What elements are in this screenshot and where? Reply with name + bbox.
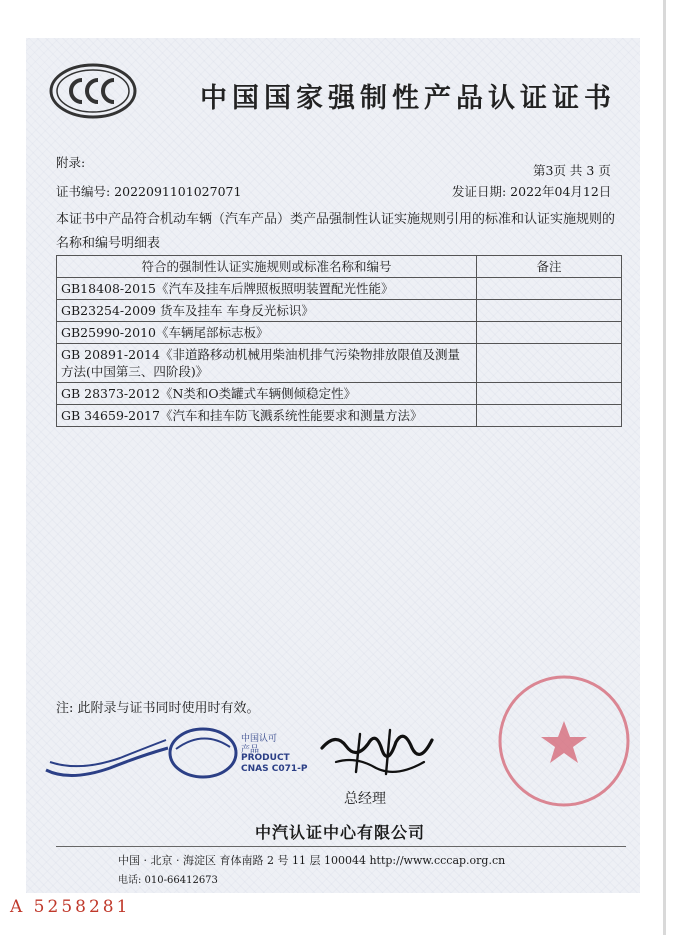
cnas-text-en-1: PRODUCT xyxy=(241,753,290,763)
standard-cell: GB25990-2010《车辆尾部标志板》 xyxy=(57,322,477,344)
page-info: 第3页 共 3 页 xyxy=(533,163,611,178)
standard-cell: GB18408-2015《汽车及挂车后牌照板照明装置配光性能》 xyxy=(57,278,477,300)
company-address: 中国 · 北京 · 海淀区 育体南路 2 号 11 层 100044 http://www.cccap.org.cn xyxy=(118,854,506,867)
validity-note: 注: 此附录与证书同时使用时有效。 xyxy=(56,701,260,716)
standard-cell: GB 28373-2012《N类和O类罐式车辆侧倾稳定性》 xyxy=(57,383,477,405)
standard-cell: GB23254-2009 货车及挂车 车身反光标识》 xyxy=(57,300,477,322)
company-name: 中汽认证中心有限公司 xyxy=(254,823,425,842)
table-row xyxy=(57,300,622,322)
cnas-text-cn-2: 产品 xyxy=(241,745,260,755)
page-edge xyxy=(663,0,666,935)
company-seal xyxy=(494,671,634,811)
signature xyxy=(316,722,436,784)
general-manager-label: 总经理 xyxy=(344,791,386,807)
remark-cell xyxy=(477,322,622,344)
remark-cell xyxy=(477,383,622,405)
certificate-title: 中国国家强制性产品认证证书 xyxy=(200,83,616,114)
cnas-text-cn-1: 中国认可 xyxy=(241,734,278,744)
column-header-remark: 备注 xyxy=(477,256,622,278)
table-header-row xyxy=(57,256,622,278)
cnas-logo xyxy=(168,727,238,779)
remark-cell xyxy=(477,278,622,300)
certificate-number: 证书编号: 2022091101027071 xyxy=(56,184,242,199)
table-row xyxy=(57,405,622,427)
serial-number: A 5258281 xyxy=(10,897,131,917)
footer-divider xyxy=(56,846,626,847)
ccc-logo xyxy=(48,62,138,120)
issue-date: 发证日期: 2022年04月12日 xyxy=(452,184,612,199)
remark-cell xyxy=(477,405,622,427)
table-row xyxy=(57,322,622,344)
remark-cell xyxy=(477,344,622,383)
company-phone: 电话: 010-66412673 xyxy=(118,875,218,886)
standard-cell: GB 34659-2017《汽车和挂车防飞溅系统性能要求和测量方法》 xyxy=(57,405,477,427)
column-header-standard: 符合的强制性认证实施规则或标准名称和编号 xyxy=(57,256,477,278)
cnas-text-en-2: CNAS C071-P xyxy=(241,764,308,774)
cap-logo xyxy=(40,728,172,784)
annex-label: 附录: xyxy=(56,155,86,170)
table-row xyxy=(57,278,622,300)
intro-text: 本证书中产品符合机动车辆（汽车产品）类产品强制性认证实施规则引用的标准和认证实施规则的名称和编号明细表 xyxy=(56,212,616,251)
standards-table xyxy=(56,255,622,427)
table-row xyxy=(57,383,622,405)
remark-cell xyxy=(477,300,622,322)
table-row xyxy=(57,344,622,383)
standard-cell: GB 20891-2014《非道路移动机械用柴油机排气污染物排放限值及测量方法(中国第三、四阶段)》 xyxy=(57,344,477,383)
